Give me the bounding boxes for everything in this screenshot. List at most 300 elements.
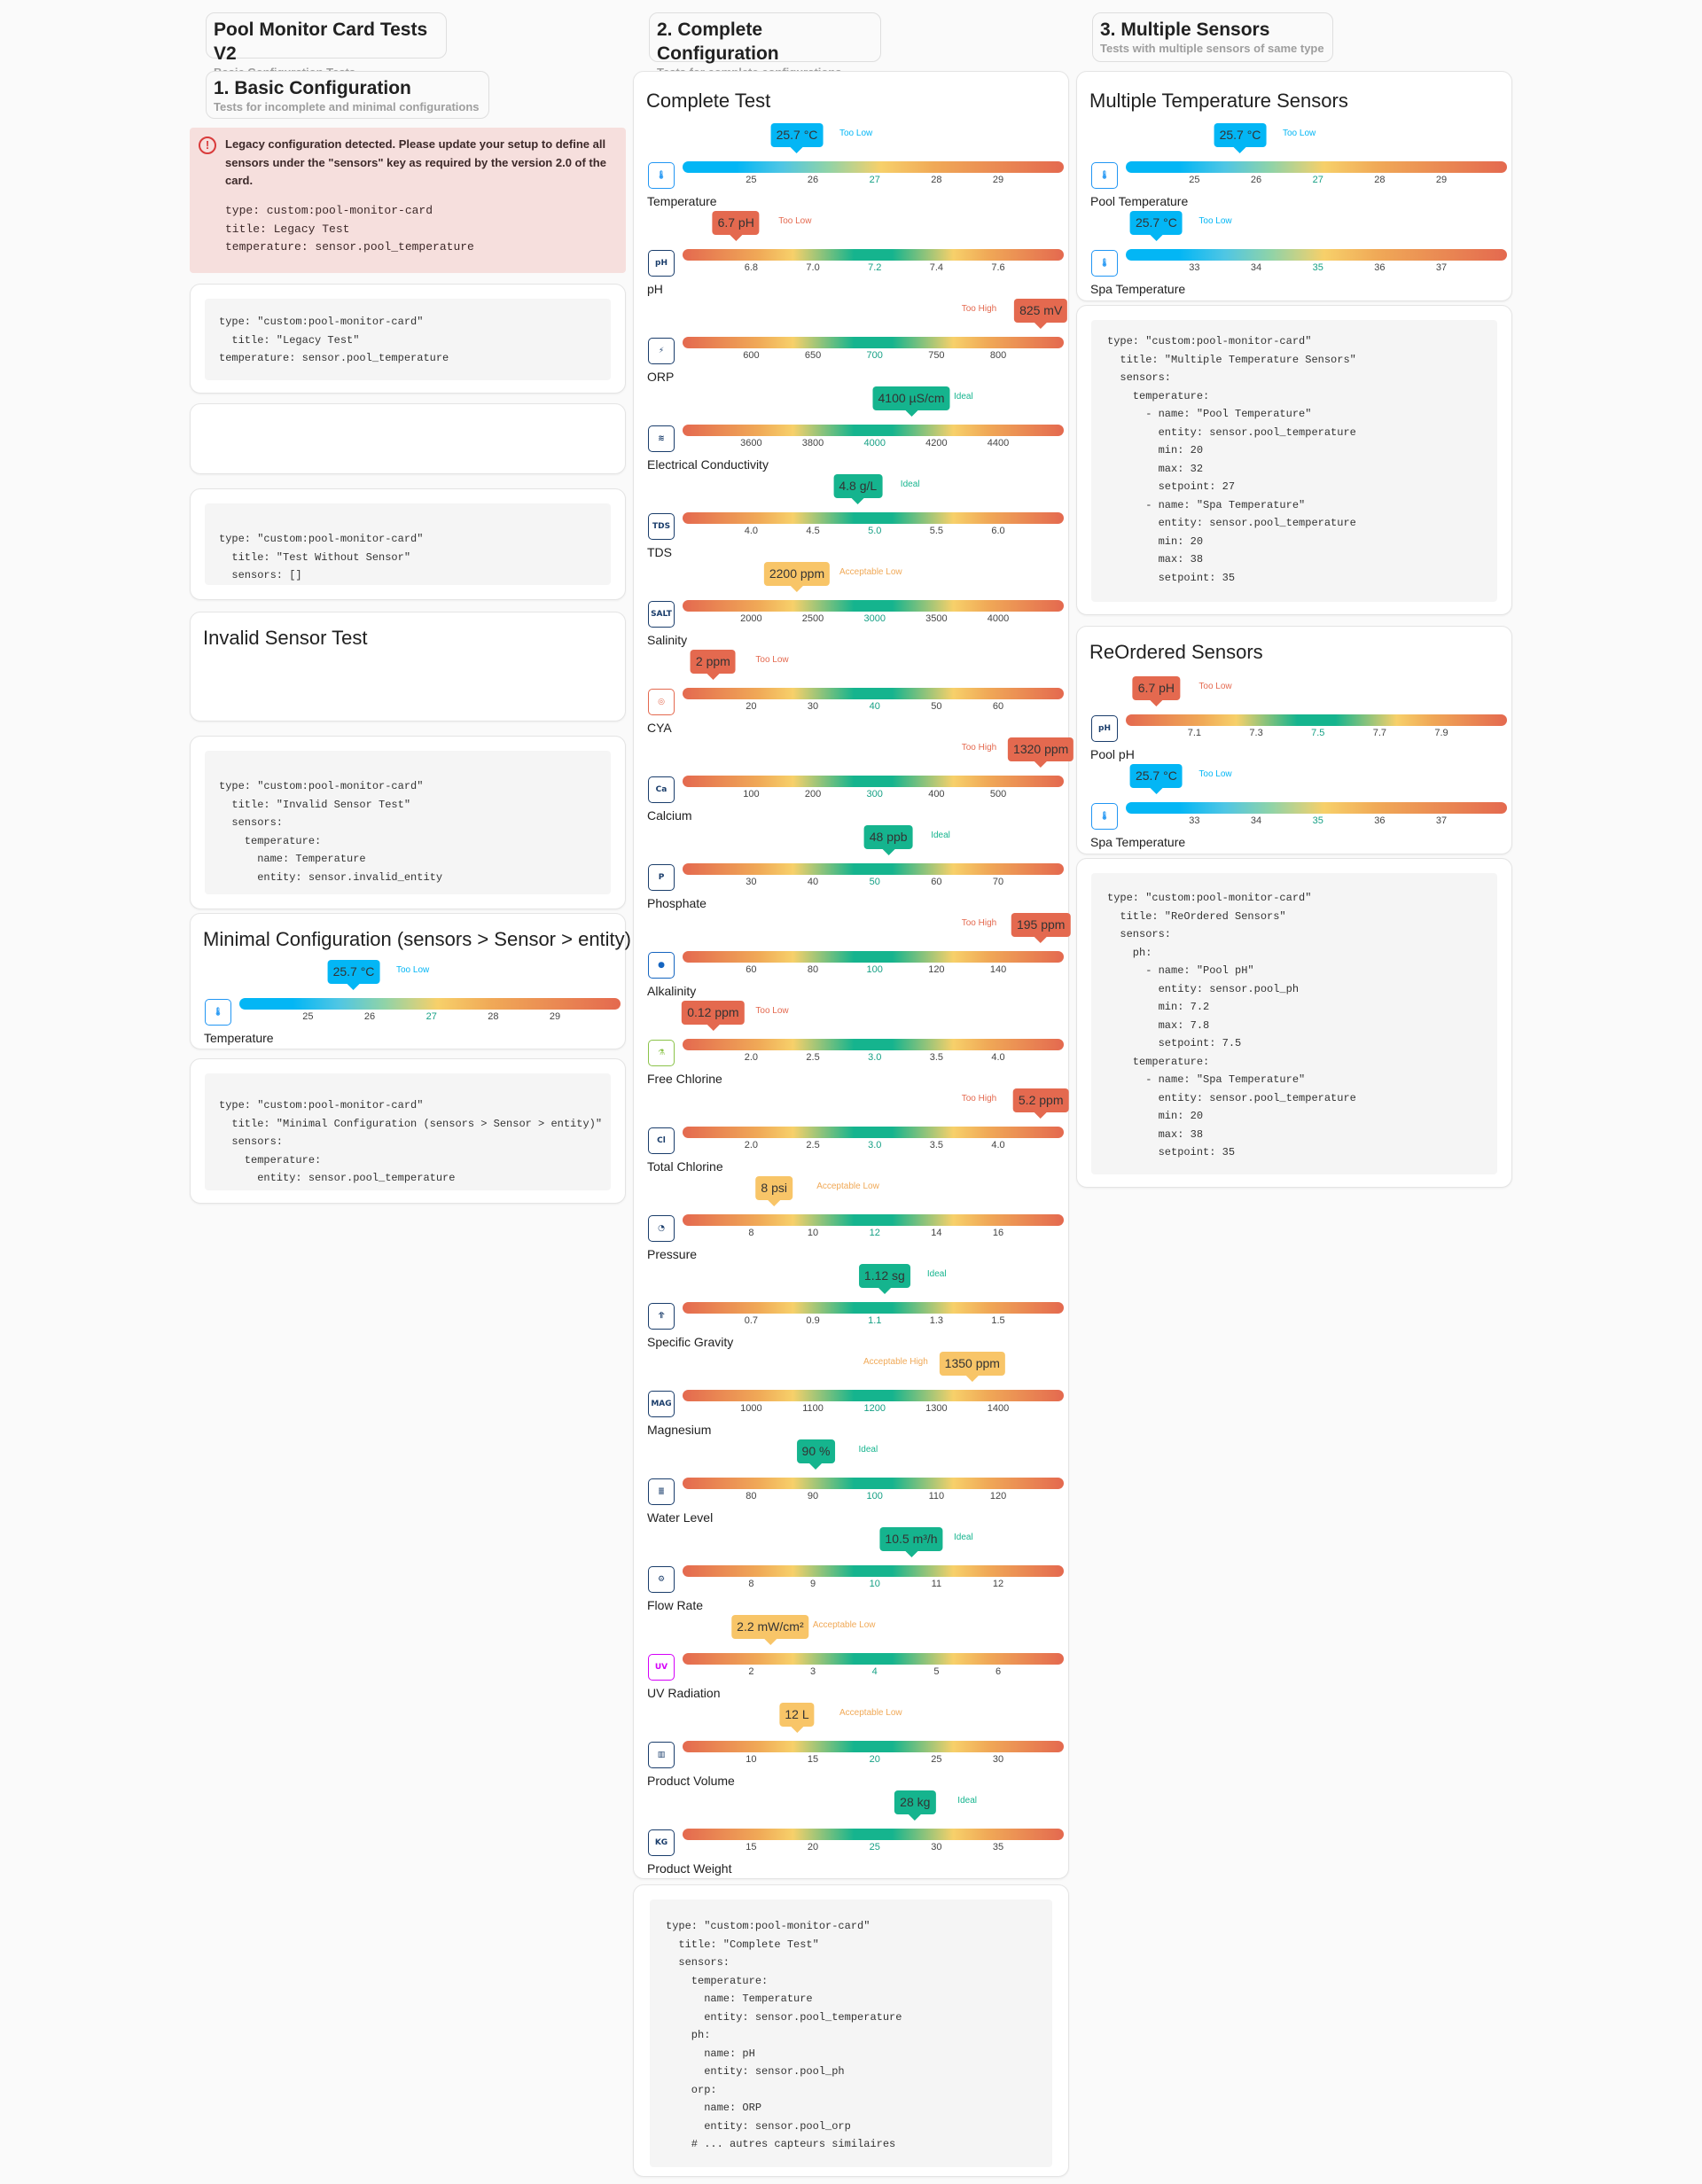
gauge-ticks [1126,175,1507,187]
sensor-value-badge: 12 L [779,1703,814,1727]
sensor-row [634,1703,1068,1790]
section3-title-box [1092,12,1333,62]
gauge-tick: 90 [807,1491,819,1502]
gauge-ticks [683,1403,1064,1416]
gauge-tick: 15 [807,1754,819,1765]
legacy-warning-code: type: custom:pool-monitor-card title: Legacy Test temperature: sensor.pool_temperature [225,204,474,254]
gauge-ticks [1126,728,1507,740]
gauge-ticks [683,877,1064,889]
gauge-tick: 2.5 [806,1140,820,1150]
gauge-tick: 7.1 [1187,728,1202,738]
gauge-tick: 26 [1250,175,1262,185]
sensor-value-badge: 4.8 g/L [833,474,882,498]
sensor-value-badge: 48 ppb [864,825,913,849]
magnesium-icon: MAG [648,1391,675,1417]
gauge-tick: 1.3 [929,1315,944,1326]
sensor-row [634,123,1068,211]
legacy-code-card [190,284,626,394]
gauge-tick: 8 [748,1228,754,1238]
gauge-tick: 26 [363,1011,376,1022]
sensor-row [634,1352,1068,1439]
main-title-box [206,12,447,64]
reorder-code-card [1076,858,1512,1188]
gauge-tick: 3 [809,1666,816,1677]
minimal-card [190,913,631,1049]
card-title: Multiple Temperature Sensors [1089,90,1348,112]
gauge-tick: 29 [549,1011,561,1022]
sensor-value-badge: 28 kg [894,1790,935,1814]
sensor-name: Total Chlorine [647,1159,723,1174]
sensor-name: Magnesium [647,1423,712,1437]
gauge-tick: 600 [743,350,760,361]
gauge-tick: 9 [809,1579,816,1589]
gauge-bar [683,337,1064,348]
gauge-tick: 29 [992,175,1004,185]
cya-icon: ◎ [648,689,675,715]
sensor-name: Spa Temperature [1090,835,1186,849]
gauge-bar [683,688,1064,699]
gauge-ticks [683,1228,1064,1240]
gauge-bar [683,600,1064,612]
gauge-tick: 1.1 [868,1315,882,1326]
invalid-sensor-card [190,612,626,722]
sensor-row [634,650,1068,737]
gauge-tick: 0.7 [744,1315,759,1326]
sensor-value-badge: 2200 ppm [764,562,830,586]
sensor-status-label: Too High [961,743,997,753]
code-block: type: "custom:pool-monitor-card" title: "Minimal Configuration (sensors > Sensor > entity)" sensors: temperature: entity: sensor.pool_temperature [205,1073,611,1190]
gauge-tick: 14 [931,1228,942,1238]
code-block: type: "custom:pool-monitor-card" title: "Invalid Sensor Test" sensors: temperature: name: Temperature entity: sensor.invalid_entity [205,751,611,894]
legacy-warning [190,128,626,273]
sensor-value-badge: 1320 ppm [1008,737,1074,761]
gauge-tick: 140 [989,964,1007,975]
sensor-value-badge: 1.12 sg [859,1264,910,1288]
legacy-warning-message: Legacy configuration detected. Please update your setup to define all sensors under the "sensors" key as required by the version 2.0 of the card. [225,137,606,187]
sensor-name: UV Radiation [647,1686,721,1700]
sensor-name: ORP [647,370,675,384]
gauge-ticks [683,175,1064,187]
gauge-tick: 1100 [802,1403,824,1414]
gauge-tick: 60 [992,701,1004,712]
gauge-tick: 7.2 [868,262,882,273]
thermometer-icon: 🌡 [1091,250,1118,277]
sensor-name: Temperature [647,194,717,208]
gauge-tick: 70 [992,877,1004,887]
gauge-bar [1126,802,1507,814]
sensor-name: Temperature [204,1031,274,1045]
gauge-ticks [1126,815,1507,828]
gauge-ticks [683,1491,1064,1503]
calcium-icon: Ca [648,776,675,803]
sensor-value-badge: 25.7 °C [771,123,824,147]
gauge-ticks [683,1315,1064,1328]
gauge-tick: 2000 [740,613,762,624]
section1-title-box [206,71,489,119]
sensor-row [191,960,625,1048]
sensor-name: Product Volume [647,1774,735,1788]
sensor-row [634,737,1068,825]
gauge-tick: 12 [869,1228,880,1238]
gauge-bar [683,1565,1064,1577]
gauge-tick: 3.5 [929,1052,944,1063]
product-weight-icon: KG [648,1829,675,1856]
gauge-tick: 30 [807,701,819,712]
gauge-tick: 3.0 [868,1052,882,1063]
gauge-bar [1126,714,1507,726]
invalid-code-card [190,736,626,909]
gauge-tick: 27 [426,1011,437,1022]
section2-title-box [649,12,881,62]
gauge-tick: 7.3 [1249,728,1263,738]
sensor-name: Specific Gravity [647,1335,734,1349]
complete-test-card [633,71,1069,1879]
gauge-tick: 10 [746,1754,757,1765]
salt-icon: SALT [648,601,675,628]
gauge-ticks [683,613,1064,626]
gauge-ticks [683,1842,1064,1854]
gauge-tick: 7.4 [929,262,944,273]
gauge-tick: 15 [746,1842,757,1852]
sensor-name: CYA [647,721,672,735]
sensor-name: TDS [647,545,672,559]
code-block: type: "custom:pool-monitor-card" title: "Legacy Test" temperature: sensor.pool_temperature [205,299,611,380]
gauge-tick: 750 [928,350,945,361]
sensor-name: Electrical Conductivity [647,457,769,472]
no-sensor-code-card [190,488,626,600]
sensor-name: Flow Rate [647,1598,704,1612]
thermometer-icon: 🌡 [1091,162,1118,189]
gauge-tick: 33 [1189,815,1200,826]
gauge-tick: 400 [928,789,945,800]
gauge-tick: 1200 [863,1403,886,1414]
gauge-tick: 36 [1374,262,1386,273]
sensor-value-badge: 1350 ppm [940,1352,1005,1376]
sensor-status-label: Acceptable Low [839,567,902,577]
gauge-tick: 4400 [987,438,1010,448]
gauge-bar [683,512,1064,524]
gauge-bar [683,776,1064,787]
gauge-tick: 30 [992,1754,1004,1765]
thermometer-icon: 🌡 [1091,803,1118,830]
sensor-status-label: Too Low [396,965,430,975]
gauge-tick: 6.8 [744,262,759,273]
sensor-status-label: Ideal [954,1533,973,1542]
gauge-tick: 40 [869,701,880,712]
gauge-tick: 100 [743,789,760,800]
gauge-bar [683,1039,1064,1050]
gauge-bar [683,951,1064,963]
gauge-tick: 36 [1374,815,1386,826]
gauge-tick: 3600 [740,438,762,448]
sensor-status-label: Too Low [1198,682,1232,691]
sensor-name: Pressure [647,1247,698,1261]
sensor-row [634,1176,1068,1264]
sensor-name: Spa Temperature [1090,282,1186,296]
gauge-tick: 300 [866,789,883,800]
section3-title: 3. Multiple Sensors [1100,20,1270,40]
gauge-ticks [683,438,1064,450]
gauge-tick: 5 [933,1666,940,1677]
sensor-status-label: Acceptable High [863,1357,928,1367]
gauge-tick: 35 [1312,815,1323,826]
gauge-tick: 28 [1374,175,1386,185]
gauge-tick: 40 [807,877,819,887]
gauge-tick: 4.0 [744,526,759,536]
gauge-bar [239,998,621,1010]
gauge-bar [683,1214,1064,1226]
gauge-bar [683,1390,1064,1401]
gauge-tick: 35 [992,1842,1004,1852]
sensor-status-label: Too Low [778,216,812,226]
gauge-tick: 100 [866,964,883,975]
gauge-tick: 650 [804,350,822,361]
sensor-name: Water Level [647,1510,714,1525]
gauge-ticks [1126,262,1507,275]
sensor-status-label: Ideal [900,480,920,489]
sensor-row [1077,676,1511,764]
pressure-icon: ◔ [648,1215,675,1242]
multi-code-card [1076,305,1512,615]
gauge-tick: 28 [931,175,942,185]
sensor-status-label: Too Low [1198,216,1232,226]
sensor-status-label: Ideal [858,1445,878,1455]
gauge-tick: 5.5 [929,526,944,536]
sensor-value-badge: 4100 µS/cm [873,386,950,410]
gauge-tick: 500 [989,789,1007,800]
gauge-tick: 80 [746,1491,757,1502]
gauge-tick: 28 [488,1011,499,1022]
ph-icon: pH [648,250,675,277]
reorder-card [1076,626,1512,854]
gauge-tick: 7.5 [1311,728,1325,738]
conductivity-icon: ≋ [648,425,675,452]
gauge-tick: 20 [869,1754,880,1765]
gauge-tick: 110 [928,1491,945,1502]
gauge-tick: 27 [869,175,880,185]
gauge-tick: 6 [995,1666,1002,1677]
sensor-status-label: Too High [961,918,997,928]
gauge-tick: 700 [866,350,883,361]
gauge-tick: 1000 [740,1403,762,1414]
sensor-status-label: Ideal [931,831,950,840]
sensor-row [1077,764,1511,852]
gauge-bar [683,1302,1064,1314]
gauge-tick: 20 [807,1842,819,1852]
gauge-tick: 0.9 [806,1315,820,1326]
sensor-name: Free Chlorine [647,1072,722,1086]
sensor-status-label: Ideal [957,1796,977,1806]
product-volume-icon: ▥ [648,1742,675,1768]
phosphate-icon: P [648,864,675,891]
empty-card [190,403,626,474]
sensor-row [1077,123,1511,211]
sensor-name: Product Weight [647,1861,732,1876]
gauge-tick: 5.0 [868,526,882,536]
sensor-status-label: Ideal [926,1269,947,1279]
gauge-bar [683,1478,1064,1489]
gauge-tick: 27 [1312,175,1323,185]
page-title: Pool Monitor Card Tests V2 [214,20,428,64]
sensor-value-badge: 6.7 pH [713,211,760,235]
sensor-row [634,1527,1068,1615]
gauge-tick: 2.5 [806,1052,820,1063]
card-title: Invalid Sensor Test [203,627,368,649]
thermometer-icon: 🌡 [205,999,231,1026]
sensor-status-label: Ideal [954,392,973,402]
gauge-tick: 12 [992,1579,1004,1589]
sensor-row [634,1001,1068,1088]
free-chlorine-icon: ⚗ [648,1040,675,1066]
gauge-bar [683,1741,1064,1752]
gauge-tick: 33 [1189,262,1200,273]
code-block: type: "custom:pool-monitor-card" title: "Test Without Sensor" sensors: [] [205,503,611,585]
gauge-bar [683,1127,1064,1138]
gauge-tick: 37 [1435,262,1448,273]
gauge-tick: 25 [931,1754,942,1765]
section1-subtitle: Tests for incomplete and minimal configurations [214,100,480,113]
gauge-tick: 120 [928,964,945,975]
gauge-tick: 80 [807,964,819,975]
gauge-tick: 3000 [863,613,886,624]
gauge-bar [683,1829,1064,1840]
gauge-tick: 4200 [925,438,948,448]
gauge-ticks [683,701,1064,714]
gauge-tick: 35 [1312,262,1323,273]
sensor-value-badge: 5.2 ppm [1013,1088,1069,1112]
sensor-name: pH [647,282,663,296]
gauge-tick: 7.7 [1372,728,1387,738]
gauge-tick: 11 [931,1579,942,1589]
gauge-ticks [683,1140,1064,1152]
gauge-tick: 4000 [987,613,1010,624]
sensor-status-label: Acceptable Low [816,1182,879,1191]
sensor-status-label: Too Low [1198,769,1232,779]
gauge-tick: 25 [746,175,757,185]
gauge-tick: 34 [1250,815,1262,826]
uv-icon: UV [648,1654,675,1681]
sensor-value-badge: 8 psi [755,1176,792,1200]
thermometer-icon: 🌡 [648,162,675,189]
orp-icon: ⚡ [648,338,675,364]
gauge-bar [683,161,1064,173]
gauge-tick: 20 [746,701,757,712]
ph-icon: pH [1091,715,1118,742]
gauge-tick: 10 [869,1579,880,1589]
gauge-tick: 60 [746,964,757,975]
sensor-status-label: Too Low [755,655,789,665]
gauge-ticks [683,1754,1064,1767]
gauge-tick: 25 [869,1842,880,1852]
section2-title: 2. Complete Configuration [657,20,779,64]
sensor-row [634,1264,1068,1352]
multi-temp-card [1076,71,1512,301]
gauge-bar [683,1653,1064,1665]
gauge-ticks [683,350,1064,363]
sensor-value-badge: 2.2 mW/cm² [731,1615,808,1639]
gauge-tick: 50 [869,877,880,887]
card-title: Complete Test [646,90,771,112]
section1-title: 1. Basic Configuration [214,78,411,98]
sensor-value-badge: 10.5 m³/h [879,1527,942,1551]
sensor-status-label: Too High [961,1094,997,1104]
gauge-tick: 2500 [801,613,824,624]
section3-subtitle: Tests with multiple sensors of same type [1100,42,1324,55]
gauge-bar [683,863,1064,875]
gauge-tick: 1.5 [991,1315,1005,1326]
minimal-code-card [190,1058,626,1204]
gauge-tick: 100 [866,1491,883,1502]
tds-icon: TDS [648,513,675,540]
sensor-status-label: Acceptable Low [839,1708,902,1718]
gauge-tick: 3800 [801,438,824,448]
sensor-value-badge: 25.7 °C [1214,123,1267,147]
gauge-ticks [683,1052,1064,1065]
gauge-tick: 4.5 [806,526,820,536]
gauge-ticks [239,1011,621,1024]
sensor-row [634,825,1068,913]
sensor-value-badge: 90 % [797,1439,836,1463]
sensor-row [1077,211,1511,299]
gauge-tick: 7.6 [991,262,1005,273]
sensor-status-label: Too High [961,304,997,314]
water-level-icon: ≣ [648,1478,675,1505]
card-title: ReOrdered Sensors [1089,641,1263,663]
gauge-bar [683,249,1064,261]
code-block: type: "custom:pool-monitor-card" title: "Multiple Temperature Sensors" sensors: temperature: - name: "Pool Temperature" entity: sensor.pool_temperature min: 20 max: 32 setpoint: 27 - name: "Spa Temperature" entity: sensor.pool_temperature min: 20 max: 38 setpoint: 35 [1091,320,1497,602]
gauge-tick: 34 [1250,262,1262,273]
gauge-tick: 25 [302,1011,314,1022]
card-title: Minimal Configuration (sensors > Sensor > entity) [203,928,631,950]
gauge-tick: 4000 [863,438,886,448]
sensor-value-badge: 25.7 °C [1130,211,1183,235]
gauge-tick: 29 [1435,175,1448,185]
sensor-value-badge: 2 ppm [691,650,736,674]
gravity-icon: ⥣ [648,1303,675,1330]
gauge-tick: 4.0 [991,1140,1005,1150]
gauge-tick: 10 [807,1228,819,1238]
complete-code-card [633,1884,1069,2177]
code-block: type: "custom:pool-monitor-card" title: "ReOrdered Sensors" sensors: ph: - name: "Pool pH" entity: sensor.pool_ph min: 7.2 max: 7.8 setpoint: 7.5 temperature: - name: "Spa Temperature" entity: sensor.pool_temperature min: 20 max: 38 setpoint: 35 [1091,873,1497,1174]
gauge-tick: 50 [931,701,942,712]
sensor-status-label: Too Low [755,1006,789,1016]
sensor-name: Pool pH [1090,747,1135,761]
gauge-tick: 6.0 [991,526,1005,536]
gauge-tick: 7.0 [806,262,820,273]
error-icon: ! [199,136,216,154]
sensor-name: Salinity [647,633,688,647]
gauge-bar [683,425,1064,436]
gauge-tick: 2.0 [744,1052,759,1063]
gauge-ticks [683,1579,1064,1591]
sensor-row [634,1088,1068,1176]
gauge-tick: 26 [807,175,819,185]
sensor-value-badge: 6.7 pH [1133,676,1180,700]
sensor-value-badge: 825 mV [1014,299,1067,323]
sensor-row [634,562,1068,650]
gauge-ticks [683,262,1064,275]
gauge-tick: 7.9 [1434,728,1448,738]
alkalinity-icon: ● [648,952,675,979]
gauge-tick: 1300 [925,1403,948,1414]
sensor-row [634,474,1068,562]
gauge-ticks [683,1666,1064,1679]
gauge-tick: 8 [748,1579,754,1589]
gauge-tick: 3.5 [929,1140,944,1150]
gauge-tick: 25 [1189,175,1200,185]
gauge-tick: 4 [871,1666,878,1677]
sensor-row [634,386,1068,474]
